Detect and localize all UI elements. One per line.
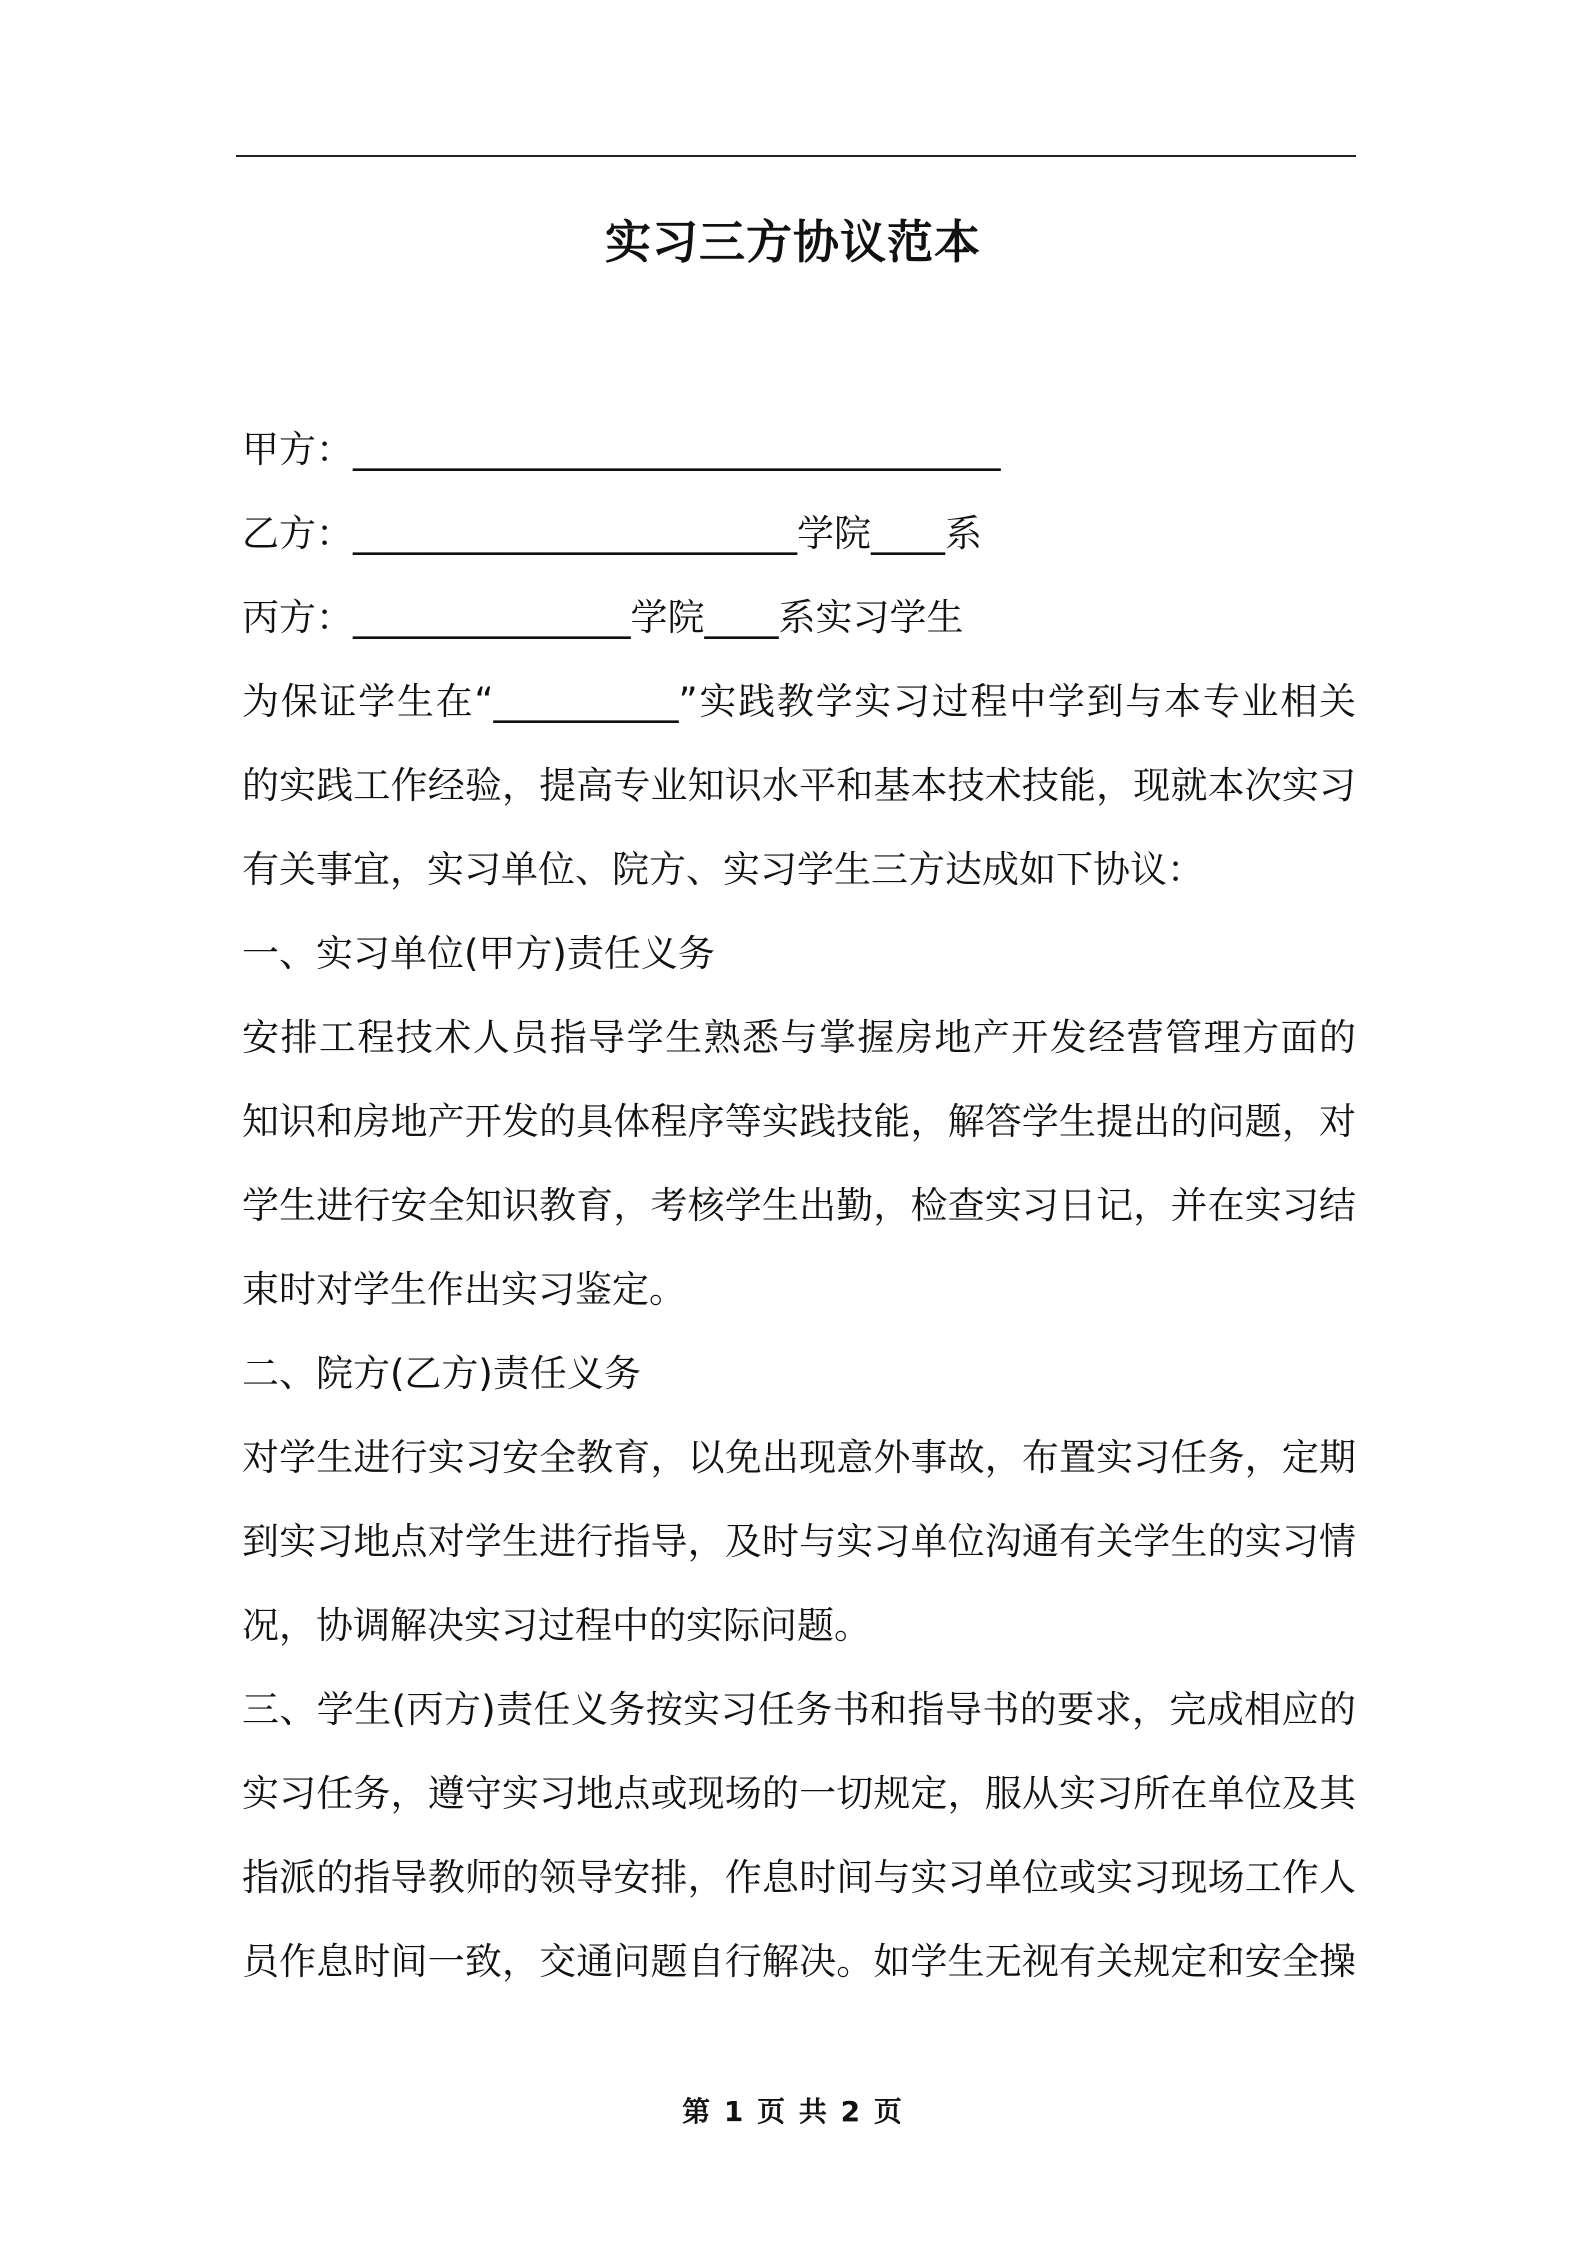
party-a-line: 甲方：___________________________________ bbox=[242, 428, 1001, 471]
text-line: 的实践工作经验，提高专业知识水平和基本技术技能，现就本次实习 bbox=[242, 764, 1356, 807]
party-b-line: 乙方：________________________学院____系 bbox=[242, 512, 982, 555]
document-title: 实习三方协议范本 bbox=[605, 215, 981, 269]
text-line: 束时对学生作出实习鉴定。 bbox=[242, 1268, 686, 1311]
section-heading: 二、院方(乙方)责任义务 bbox=[242, 1352, 641, 1395]
text-line: 安排工程技术人员指导学生熟悉与掌握房地产开发经营管理方面的 bbox=[242, 1016, 1356, 1059]
text-line: 实习任务，遵守实习地点或现场的一切规定，服从实习所在单位及其 bbox=[242, 1772, 1356, 1815]
text-line: 为保证学生在“__________”实践教学实习过程中学到与本专业相关 bbox=[242, 680, 1356, 723]
document-body bbox=[242, 408, 1356, 2004]
page-number-footer: 第 1 页 共 2 页 bbox=[682, 2095, 904, 2128]
text-line: 到实习地点对学生进行指导，及时与实习单位沟通有关学生的实习情 bbox=[242, 1520, 1356, 1563]
text-line: 对学生进行实习安全教育，以免出现意外事故，布置实习任务，定期 bbox=[242, 1436, 1356, 1479]
section-heading: 一、实习单位(甲方)责任义务 bbox=[242, 932, 715, 975]
party-c-line: 丙方：_______________学院____系实习学生 bbox=[242, 596, 964, 639]
text-line: 指派的指导教师的领导安排，作息时间与实习单位或实习现场工作人 bbox=[242, 1856, 1356, 1899]
text-line: 知识和房地产开发的具体程序等实践技能，解答学生提出的问题，对 bbox=[242, 1100, 1356, 1143]
text-line: 员作息时间一致，交通问题自行解决。如学生无视有关规定和安全操 bbox=[242, 1940, 1356, 1983]
header-rule bbox=[236, 155, 1356, 157]
text-line: 学生进行安全知识教育，考核学生出勤，检查实习日记，并在实习结 bbox=[242, 1184, 1356, 1227]
text-line: 有关事宜，实习单位、院方、实习学生三方达成如下协议： bbox=[242, 848, 1204, 891]
section-heading: 三、学生(丙方)责任义务按实习任务书和指导书的要求，完成相应的 bbox=[242, 1688, 1356, 1731]
text-line: 况，协调解决实习过程中的实际问题。 bbox=[242, 1604, 871, 1647]
